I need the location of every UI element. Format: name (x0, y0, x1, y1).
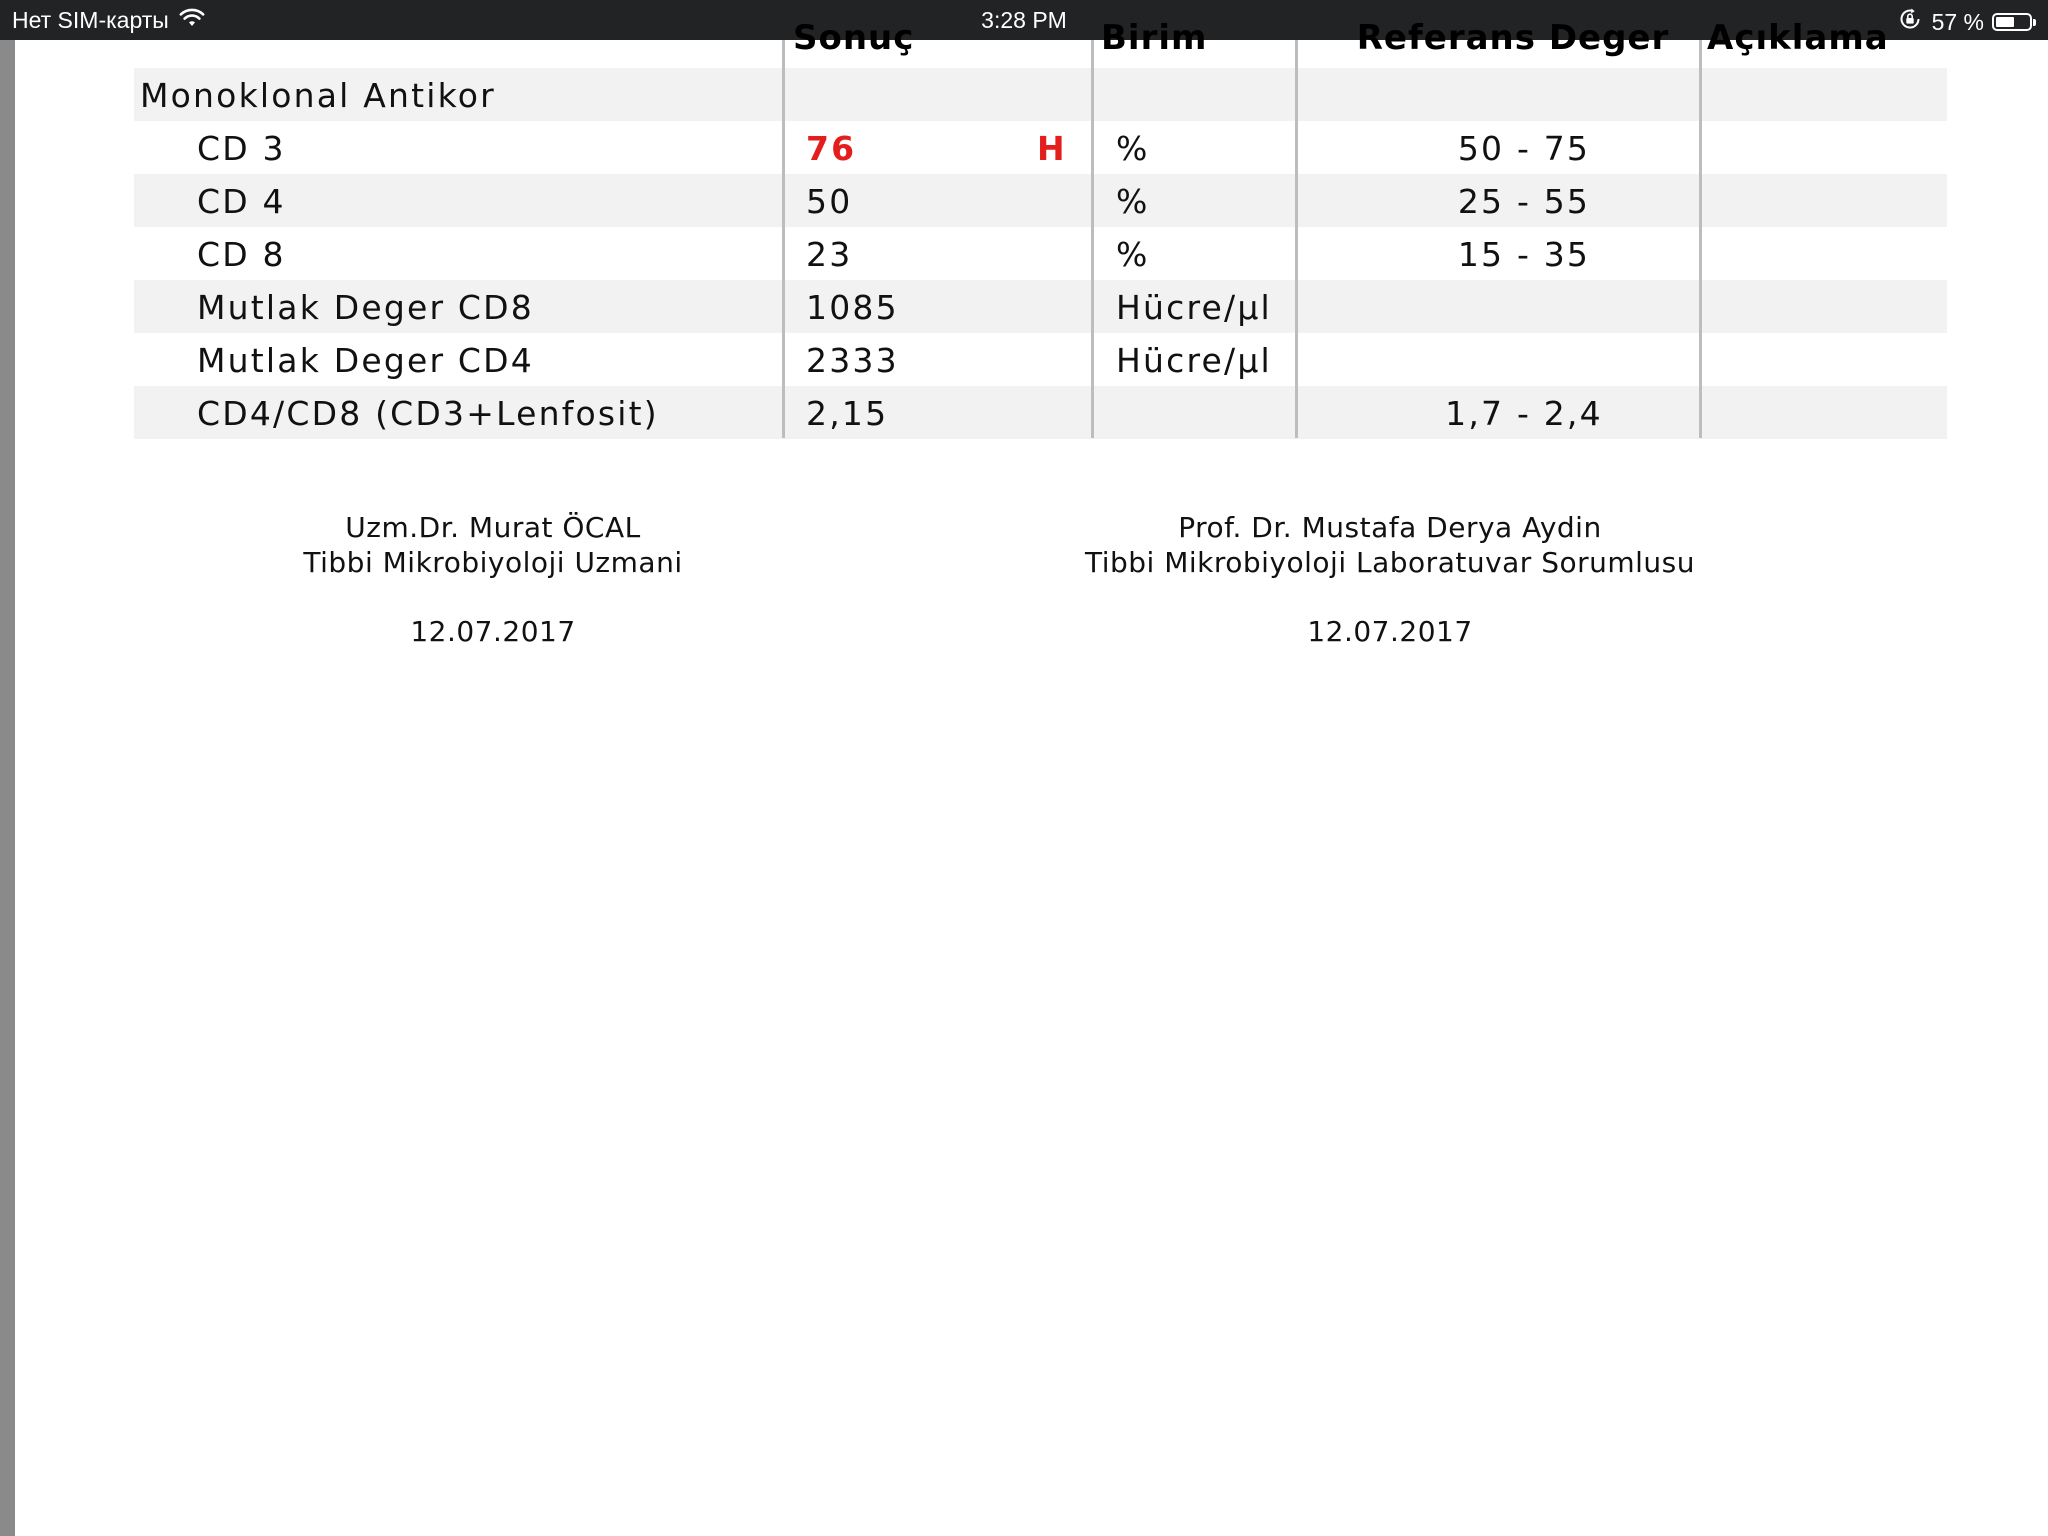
status-bar-right (1898, 7, 2032, 37)
table-row (134, 386, 1947, 439)
unit-value: Hücre/µl (1116, 341, 1272, 380)
column-divider (1295, 40, 1298, 438)
reference-value: 15 - 35 (1457, 235, 1591, 274)
header-description: Açıklama (1707, 18, 1889, 58)
unit-value: % (1116, 182, 1150, 221)
table-row (134, 227, 1947, 280)
status-time: 3:28 PM (981, 7, 1067, 33)
signer-title: Tibbi Mikrobiyoloji Laboratuvar Sorumlusu (1084, 546, 1696, 579)
column-divider (1699, 40, 1702, 438)
test-name: Mutlak Deger CD8 (197, 288, 534, 327)
signature-block-left (193, 510, 793, 649)
column-divider (1091, 40, 1094, 438)
result-flag-high: H (1037, 129, 1067, 168)
signer-title: Tibbi Mikrobiyoloji Uzmani (303, 546, 683, 579)
unit-value: % (1116, 129, 1150, 168)
result-value: 2333 (806, 341, 899, 380)
table-row (134, 280, 1947, 333)
battery-level-fill (1996, 17, 2014, 27)
table-row (134, 174, 1947, 227)
column-divider (782, 40, 785, 438)
unit-value: % (1116, 235, 1150, 274)
header-unit: Birim (1101, 18, 1208, 58)
signer-name: Prof. Dr. Mustafa Derya Aydin (1178, 511, 1602, 544)
test-name: CD 3 (197, 129, 286, 168)
result-value: 76 (806, 129, 857, 168)
test-name: Mutlak Deger CD4 (197, 341, 534, 380)
orientation-lock-icon (1898, 7, 1922, 37)
unit-value: Hücre/µl (1116, 288, 1272, 327)
section-row (134, 68, 1947, 121)
reference-value: 1,7 - 2,4 (1445, 394, 1603, 433)
signature-date: 12.07.2017 (410, 615, 576, 648)
battery-icon (1992, 13, 2032, 31)
signature-date: 12.07.2017 (1307, 615, 1473, 648)
section-title: Monoklonal Antikor (140, 76, 496, 115)
test-name: CD4/CD8 (CD3+Lenfosit) (197, 394, 659, 433)
header-result: Sonuç (793, 18, 915, 58)
table-row (134, 121, 1947, 174)
test-name: CD 8 (197, 235, 286, 274)
carrier-label: Нет SIM-карты (12, 7, 169, 33)
test-name: CD 4 (197, 182, 286, 221)
signer-name: Uzm.Dr. Murat ÖCAL (345, 511, 641, 544)
signature-block-right (1030, 510, 1750, 649)
table-row (134, 333, 1947, 386)
reference-value: 50 - 75 (1457, 129, 1591, 168)
result-value: 50 (806, 182, 853, 221)
battery-percent: 57 % (1931, 8, 1984, 35)
result-value: 2,15 (806, 394, 889, 433)
reference-value: 25 - 55 (1457, 182, 1591, 221)
result-value: 1085 (806, 288, 899, 327)
header-reference: Referans Deger (1356, 18, 1670, 58)
result-value: 23 (806, 235, 853, 274)
